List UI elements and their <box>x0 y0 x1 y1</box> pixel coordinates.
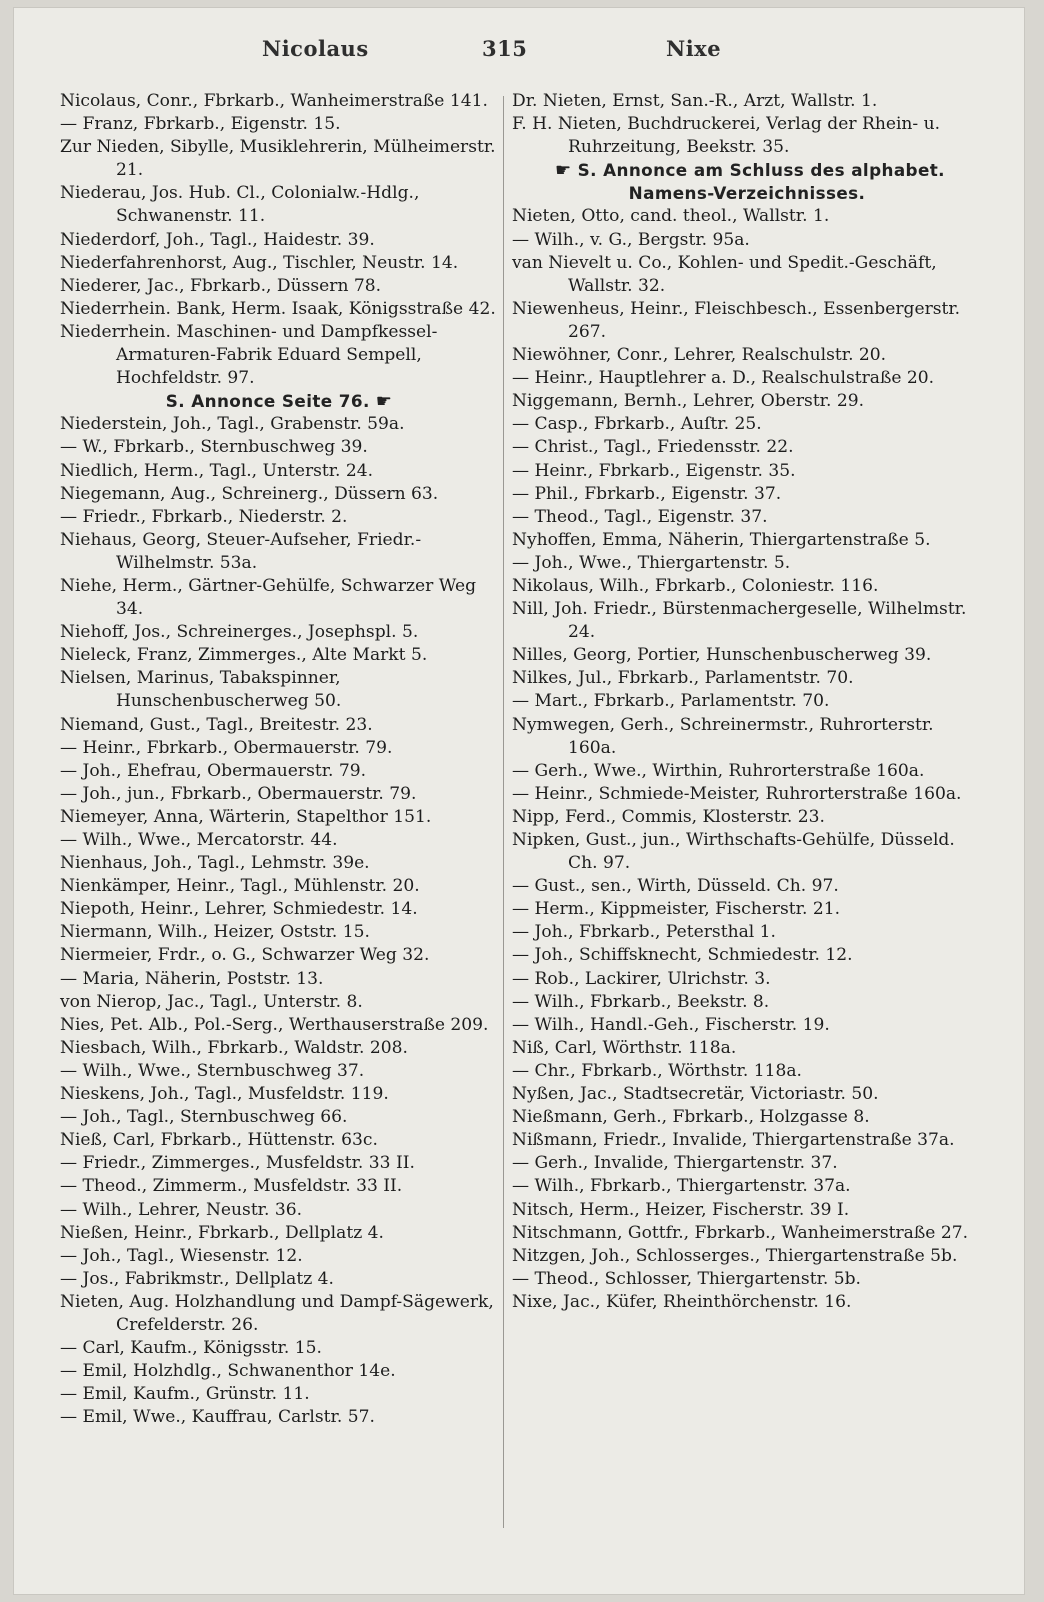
directory-entry: — Theod., Schlosser, Thiergartenstr. 5b. <box>512 1268 861 1289</box>
directory-entry: Nyhoffen, Emma, Näherin, Thiergartenstraße 5. <box>512 529 931 550</box>
directory-entry: Niederdorf, Joh., Tagl., Haidestr. 39. <box>60 229 375 250</box>
directory-entry: Niederer, Jac., Fbrkarb., Düssern 78. <box>60 275 382 296</box>
annotation-text: S. Annonce am Schluss des alphabet. Namens-Verzeichnisses. <box>577 160 945 204</box>
directory-entry: Niederrhein. Bank, Herm. Isaak, Königsstraße 42. <box>60 298 496 319</box>
header-left-keyword: Nicolaus <box>262 36 369 61</box>
directory-entry: — Wilh., Wwe., Mercatorstr. 44. <box>60 830 338 850</box>
directory-entry: — Wilh., Fbrkarb., Beekstr. 8. <box>512 991 770 1012</box>
directory-entry: Nies, Pet. Alb., Pol.-Serg., Werthauserstraße 209. <box>60 1014 489 1035</box>
directory-entry: Niederfahrenhorst, Aug., Tischler, Neustr. 14. <box>60 252 459 273</box>
directory-entry: — Chr., Fbrkarb., Wörthstr. 118a. <box>512 1060 802 1081</box>
directory-entry: Niemand, Gust., Tagl., Breitestr. 23. <box>60 714 373 735</box>
directory-entry: — Joh., Wwe., Thiergartenstr. 5. <box>512 552 791 573</box>
directory-entry: Niemeyer, Anna, Wärterin, Stapelthor 151. <box>60 806 432 827</box>
directory-entry: Nikolaus, Wilh., Fbrkarb., Coloniestr. 116. <box>512 575 879 596</box>
directory-entry: Niedlich, Herm., Tagl., Unterstr. 24. <box>60 460 374 481</box>
directory-entry: Niesbach, Wilh., Fbrkarb., Waldstr. 208. <box>60 1037 408 1058</box>
directory-entry: Nieten, Otto, cand. theol., Wallstr. 1. <box>512 206 830 227</box>
directory-entry: Nieleck, Franz, Zimmerges., Alte Markt 5. <box>60 645 428 666</box>
directory-entry: Niggemann, Bernh., Lehrer, Oberstr. 29. <box>512 391 865 412</box>
directory-entry: Nieten, Aug. Holzhandlung und Dampf-Sägewerk, Crefelderstr. 26. <box>60 1291 494 1335</box>
directory-entry: — Joh., Ehefrau, Obermauerstr. 79. <box>60 760 367 781</box>
directory-entry: Dr. Nieten, Ernst, San.-R., Arzt, Wallstr. 1. <box>512 91 878 111</box>
directory-entry: — Joh., Tagl., Wiesenstr. 12. <box>60 1245 303 1266</box>
pointing-hand-icon: ☛ <box>375 391 393 413</box>
directory-entry: — Wilh., Lehrer, Neustr. 36. <box>60 1199 303 1220</box>
directory-entry: Nilles, Georg, Portier, Hunschenbuscherweg 39. <box>512 645 932 666</box>
directory-entry: — Heinr., Schmiede-Meister, Ruhrorterstraße 160a. <box>512 783 962 804</box>
directory-entry: Niehoff, Jos., Schreinerges., Josephspl. 5. <box>60 622 419 643</box>
directory-entry: Nieskens, Joh., Tagl., Musfeldstr. 119. <box>60 1084 389 1105</box>
annotation-notice <box>512 159 982 205</box>
directory-entry: — Christ., Tagl., Friedensstr. 22. <box>512 437 794 458</box>
directory-entry: — Wilh., Wwe., Sternbuschweg 37. <box>60 1060 365 1081</box>
directory-entry: — Wilh., Handl.-Geh., Fischerstr. 19. <box>512 1014 830 1035</box>
page-header <box>14 36 1024 66</box>
annotation-notice <box>60 390 504 413</box>
directory-entry: — Gust., sen., Wirth, Düsseld. Ch. 97. <box>512 876 839 897</box>
directory-entry: — Mart., Fbrkarb., Parlamentstr. 70. <box>512 691 830 712</box>
directory-entry: Nitzgen, Joh., Schlosserges., Thiergartenstraße 5b. <box>512 1245 958 1266</box>
directory-entry: Nipken, Gust., jun., Wirthschafts-Gehülfe, Düsseld. Ch. 97. <box>512 830 955 874</box>
directory-entry: — Herm., Kippmeister, Fischerstr. 21. <box>512 899 841 920</box>
directory-entry: van Nievelt u. Co., Kohlen- und Spedit.-Geschäft, Wallstr. 32. <box>512 252 937 296</box>
directory-entry: Nieß, Carl, Fbrkarb., Hüttenstr. 63c. <box>60 1130 378 1151</box>
directory-entry: — W., Fbrkarb., Sternbuschweg 39. <box>60 437 368 458</box>
directory-entry: Nienkämper, Heinr., Tagl., Mühlenstr. 20. <box>60 876 420 897</box>
directory-entry: Nilkes, Jul., Fbrkarb., Parlamentstr. 70. <box>512 668 854 689</box>
directory-entry: — Theod., Zimmerm., Musfeldstr. 33 II. <box>60 1176 403 1197</box>
directory-entry: — Joh., Tagl., Sternbuschweg 66. <box>60 1107 348 1128</box>
directory-entry: Nill, Joh. Friedr., Bürstenmachergeselle, Wilhelmstr. 24. <box>512 599 967 643</box>
directory-entry: — Franz, Fbrkarb., Eigenstr. 15. <box>60 114 341 135</box>
directory-entry: — Maria, Näherin, Poststr. 13. <box>60 968 324 989</box>
directory-page <box>14 8 1024 1594</box>
directory-entry: F. H. Nieten, Buchdruckerei, Verlag der Rhein- u. Ruhrzeitung, Beekstr. 35. <box>512 114 941 158</box>
directory-entry: — Joh., jun., Fbrkarb., Obermauerstr. 79. <box>60 783 417 804</box>
directory-entry: Niegemann, Aug., Schreinerg., Düssern 63. <box>60 483 439 504</box>
directory-entry: — Theod., Tagl., Eigenstr. 37. <box>512 506 768 527</box>
directory-entry: — Heinr., Fbrkarb., Obermauerstr. 79. <box>60 737 393 758</box>
directory-entry: Nießmann, Gerh., Fbrkarb., Holzgasse 8. <box>512 1107 870 1128</box>
annotation-text: S. Annonce Seite 76. <box>165 391 370 412</box>
pointing-hand-icon: ☛ <box>555 160 572 182</box>
directory-entry: Niederstein, Joh., Tagl., Grabenstr. 59a. <box>60 414 405 435</box>
directory-entry: Nißmann, Friedr., Invalide, Thiergartenstraße 37a. <box>512 1130 955 1151</box>
directory-entry: Nyßen, Jac., Stadtsecretär, Victoriastr. 50. <box>512 1084 879 1105</box>
directory-entry: Nymwegen, Gerh., Schreinermstr., Ruhrorterstr. 160a. <box>512 714 934 758</box>
directory-entry: Nipp, Ferd., Commis, Klosterstr. 23. <box>512 806 825 827</box>
directory-entry: — Wilh., Fbrkarb., Thiergartenstr. 37a. <box>512 1176 851 1197</box>
directory-entry: — Emil, Holzhdlg., Schwanenthor 14e. <box>60 1361 396 1382</box>
directory-entry: — Phil., Fbrkarb., Eigenstr. 37. <box>512 483 782 504</box>
directory-entry: von Nierop, Jac., Tagl., Unterstr. 8. <box>60 991 363 1012</box>
directory-entry: — Joh., Fbrkarb., Petersthal 1. <box>512 922 776 943</box>
directory-entry: — Friedr., Fbrkarb., Niederstr. 2. <box>60 506 348 527</box>
directory-entry: Niermeier, Frdr., o. G., Schwarzer Weg 32. <box>60 945 430 966</box>
directory-entry: — Casp., Fbrkarb., Auſtr. 25. <box>512 414 762 435</box>
directory-entry: Niederrhein. Maschinen- und Dampfkessel-Armaturen-Fabrik Eduard Sempell, Hochfeldstr. 97. <box>60 321 438 389</box>
directory-entry: — Rob., Lackirer, Ulrichstr. 3. <box>512 968 771 989</box>
directory-entry: — Jos., Fabrikmstr., Dellplatz 4. <box>60 1268 334 1289</box>
directory-entry: Nitsch, Herm., Heizer, Fischerstr. 39 I. <box>512 1199 850 1220</box>
directory-entry: Niewenheus, Heinr., Fleischbesch., Essenbergerstr. 267. <box>512 298 961 342</box>
right-column <box>512 90 982 1314</box>
directory-entry: — Joh., Schiffsknecht, Schmiedestr. 12. <box>512 945 853 966</box>
directory-entry: Nixe, Jac., Küfer, Rheinthörchenstr. 16. <box>512 1291 852 1312</box>
directory-entry: — Gerh., Wwe., Wirthin, Ruhrorterstraße 160a. <box>512 760 925 781</box>
directory-entry: — Carl, Kaufm., Königsstr. 15. <box>60 1338 322 1359</box>
header-right-keyword: Nixe <box>666 36 722 61</box>
directory-entry: — Friedr., Zimmerges., Musfeldstr. 33 II. <box>60 1153 415 1174</box>
directory-entry: Niß, Carl, Wörthstr. 118a. <box>512 1037 737 1058</box>
directory-entry: Niepoth, Heinr., Lehrer, Schmiedestr. 14. <box>60 899 418 920</box>
directory-entry: Zur Nieden, Sibylle, Musiklehrerin, Mülheimerstr. 21. <box>60 137 496 181</box>
directory-entry: — Emil, Wwe., Kauffrau, Carlstr. 57. <box>60 1407 375 1428</box>
directory-entry: Niehaus, Georg, Steuer-Aufseher, Friedr.-Wilhelmstr. 53a. <box>60 529 422 573</box>
directory-entry: — Heinr., Fbrkarb., Eigenstr. 35. <box>512 460 796 481</box>
directory-entry: Nießen, Heinr., Fbrkarb., Dellplatz 4. <box>60 1222 384 1243</box>
directory-entry: — Wilh., v. G., Bergstr. 95a. <box>512 229 750 250</box>
directory-entry: Niermann, Wilh., Heizer, Oststr. 15. <box>60 922 370 943</box>
directory-entry: Niewöhner, Conr., Lehrer, Realschulstr. 20. <box>512 345 887 366</box>
directory-entry: Nielsen, Marinus, Tabakspinner, Hunschenbuscherweg 50. <box>60 668 342 712</box>
directory-entry: Nitschmann, Gottfr., Fbrkarb., Wanheimerstraße 27. <box>512 1222 969 1243</box>
directory-entry: Nienhaus, Joh., Tagl., Lehmstr. 39e. <box>60 853 370 874</box>
left-column <box>60 90 504 1429</box>
directory-entry: Niehe, Herm., Gärtner-Gehülfe, Schwarzer Weg 34. <box>60 575 477 620</box>
directory-entry: — Heinr., Hauptlehrer a. D., Realschulstraße 20. <box>512 368 935 389</box>
directory-entry: — Emil, Kaufm., Grünstr. 11. <box>60 1384 310 1405</box>
directory-entry: Niederau, Jos. Hub. Cl., Colonialw.-Hdlg., Schwanenstr. 11. <box>60 183 420 227</box>
directory-entry: Nicolaus, Conr., Fbrkarb., Wanheimerstraße 141. <box>60 91 488 111</box>
page-number: 315 <box>482 36 528 61</box>
directory-entry: — Gerh., Invalide, Thiergartenstr. 37. <box>512 1153 838 1174</box>
